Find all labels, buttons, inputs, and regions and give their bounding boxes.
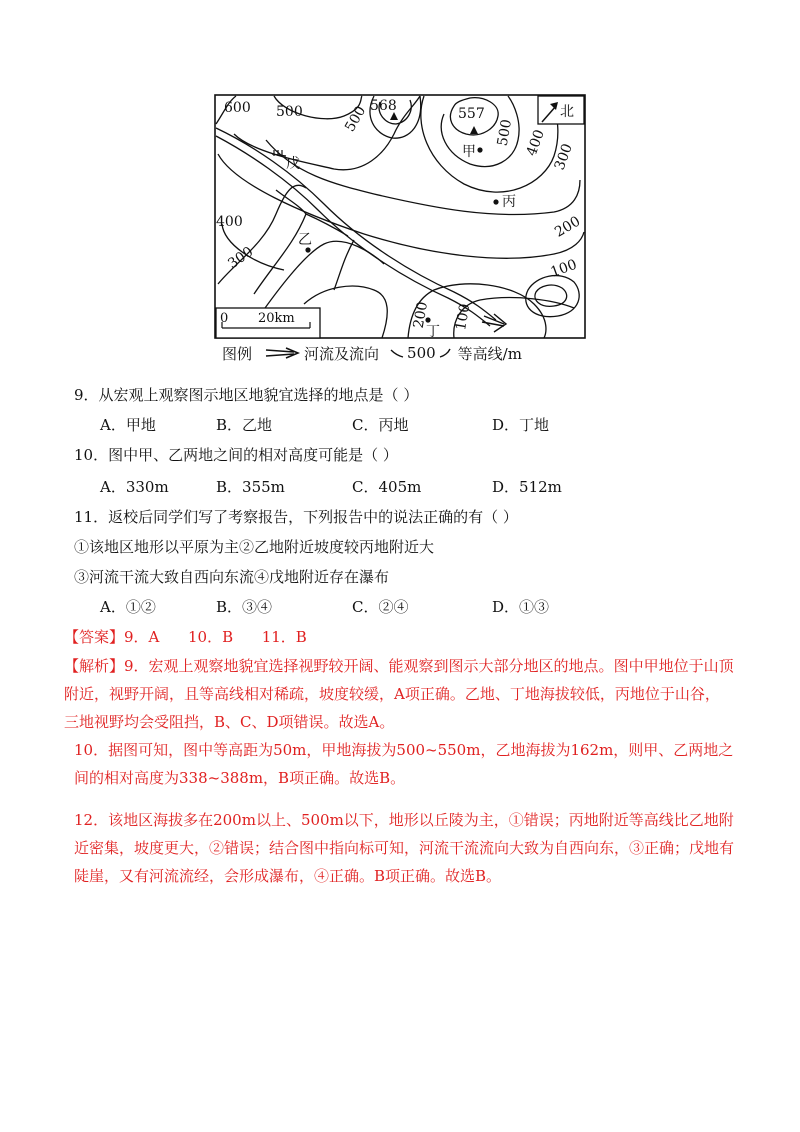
- contour-label: 500: [342, 103, 370, 135]
- option-b: B．355m: [216, 478, 285, 496]
- summit-triangle: [470, 126, 478, 134]
- question-9-options: [100, 414, 700, 436]
- scale-label: 20km: [258, 311, 295, 326]
- analysis-label: 【解析】: [64, 657, 125, 675]
- tributary: [254, 214, 306, 294]
- option-b: B．乙地: [216, 416, 273, 434]
- contour-line: [535, 285, 567, 306]
- place-label-jia: 甲: [462, 144, 476, 160]
- answer-label: 【答案】: [64, 628, 125, 646]
- place-dot-jia: [477, 147, 482, 152]
- contour-map: [214, 94, 586, 340]
- contour-label: 400: [523, 127, 548, 159]
- question-10-stem: 10．图中甲、乙两地之间的相对高度可能是（ ）: [74, 446, 398, 464]
- option-c: C．丙地: [352, 416, 409, 434]
- legend-contour-label: 等高线/m: [457, 344, 522, 363]
- option-a: A．330m: [100, 478, 169, 496]
- tributary: [306, 214, 348, 236]
- contour-line-icon: [438, 346, 452, 360]
- analysis-paragraph-1: [64, 652, 734, 736]
- place-label-bing: 丙: [502, 194, 516, 210]
- analysis-paragraph-3: 12．该地区海拔多在200m以上、500m以下，地形以丘陵为主，①错误；丙地附近等高线比乙地附近密集，坡度更大，②错误；结合图中指向标可知，河流干流流向大致为自西向东，③正确；戊地有陡崖，又有河流流经，会形成瀑布，④正确。B项正确。故选B。: [74, 811, 735, 885]
- place-label-ding: 丁: [426, 324, 440, 340]
- legend-contour-value: 500: [407, 344, 436, 362]
- main-river-bank: [216, 128, 496, 320]
- contour-line: [454, 298, 574, 338]
- analysis-text-1: 9．宏观上观察地貌宜选择视野较开阔、能观察到图示大部分地区的地点。图中甲地位于山顶附近，视野开阔，且等高线相对稀疏，坡度较缓，A项正确。乙地、丁地海拔较低，丙地位于山谷，三地视野均会受阻挡，B、C、D项错误。故选A。: [64, 657, 734, 731]
- contour-label: 200: [552, 213, 584, 241]
- contour-label: 500: [494, 118, 516, 148]
- option-a: A．甲地: [100, 416, 156, 434]
- river: [216, 128, 496, 326]
- contour-label: 400: [216, 214, 243, 230]
- question-11-statements-1: ①该地区地形以平原为主②乙地附近坡度较丙地附近大: [74, 538, 435, 556]
- contour-label: 300: [225, 243, 257, 273]
- place-dot-yi: [305, 247, 310, 252]
- answer-line: [64, 626, 307, 647]
- contour-line-icon: [389, 346, 405, 360]
- map-legend: [222, 342, 582, 364]
- contour-label: 500: [276, 104, 303, 120]
- question-10-options: [100, 476, 700, 498]
- contour-label: 100: [453, 302, 474, 332]
- option-d: D．512m: [492, 478, 562, 496]
- answer-text: 9．A 10．B 11．B: [124, 628, 307, 646]
- contour-lines: [216, 96, 584, 338]
- contour-line: [526, 276, 579, 317]
- question-11-statements-2: ③河流干流大致自西向东流④戊地附近存在瀑布: [74, 568, 390, 586]
- legend-title: 图例: [222, 344, 253, 363]
- main-river-bank: [216, 136, 490, 326]
- river-arrow: [482, 314, 506, 332]
- option-b: B．③④: [216, 598, 273, 616]
- place-dot-bing: [493, 199, 498, 204]
- question-11-stem: 11．返校后同学们写了考察报告，下列报告中的说法正确的有（ ）: [74, 508, 518, 526]
- option-d: D．①③: [492, 598, 550, 616]
- contour-label: 300: [551, 141, 576, 173]
- north-label: 北: [560, 104, 574, 120]
- summit-elevation: 568: [370, 98, 397, 114]
- summit-elevation: 557: [458, 106, 485, 122]
- river-arrow-icon: [264, 346, 300, 360]
- contour-label: 100: [548, 256, 580, 281]
- option-d: D．丁地: [492, 416, 550, 434]
- tributary: [334, 240, 354, 290]
- contour-line: [218, 154, 584, 258]
- analysis-paragraph-2: 10．据图可知，图中等高距为50m，甲地海拔为500~550m，乙地海拔为162m，则甲、乙两地之间的相对高度为338~388m，B项正确。故选B。: [74, 741, 734, 787]
- contour-label: 600: [224, 100, 251, 116]
- legend-river-label: 河流及流向: [304, 344, 380, 363]
- place-label-wu: 戊: [286, 156, 300, 172]
- scale-zero: 0: [220, 311, 229, 326]
- question-11-options: [100, 596, 700, 618]
- contour-label: 200: [410, 300, 432, 330]
- option-c: C．405m: [352, 478, 422, 496]
- option-c: C．②④: [352, 598, 409, 616]
- question-9-stem: 9．从宏观上观察图示地区地貌宜选择的地点是（ ）: [74, 386, 419, 404]
- option-a: A．①②: [100, 598, 156, 616]
- place-label-yi: 乙: [298, 232, 312, 248]
